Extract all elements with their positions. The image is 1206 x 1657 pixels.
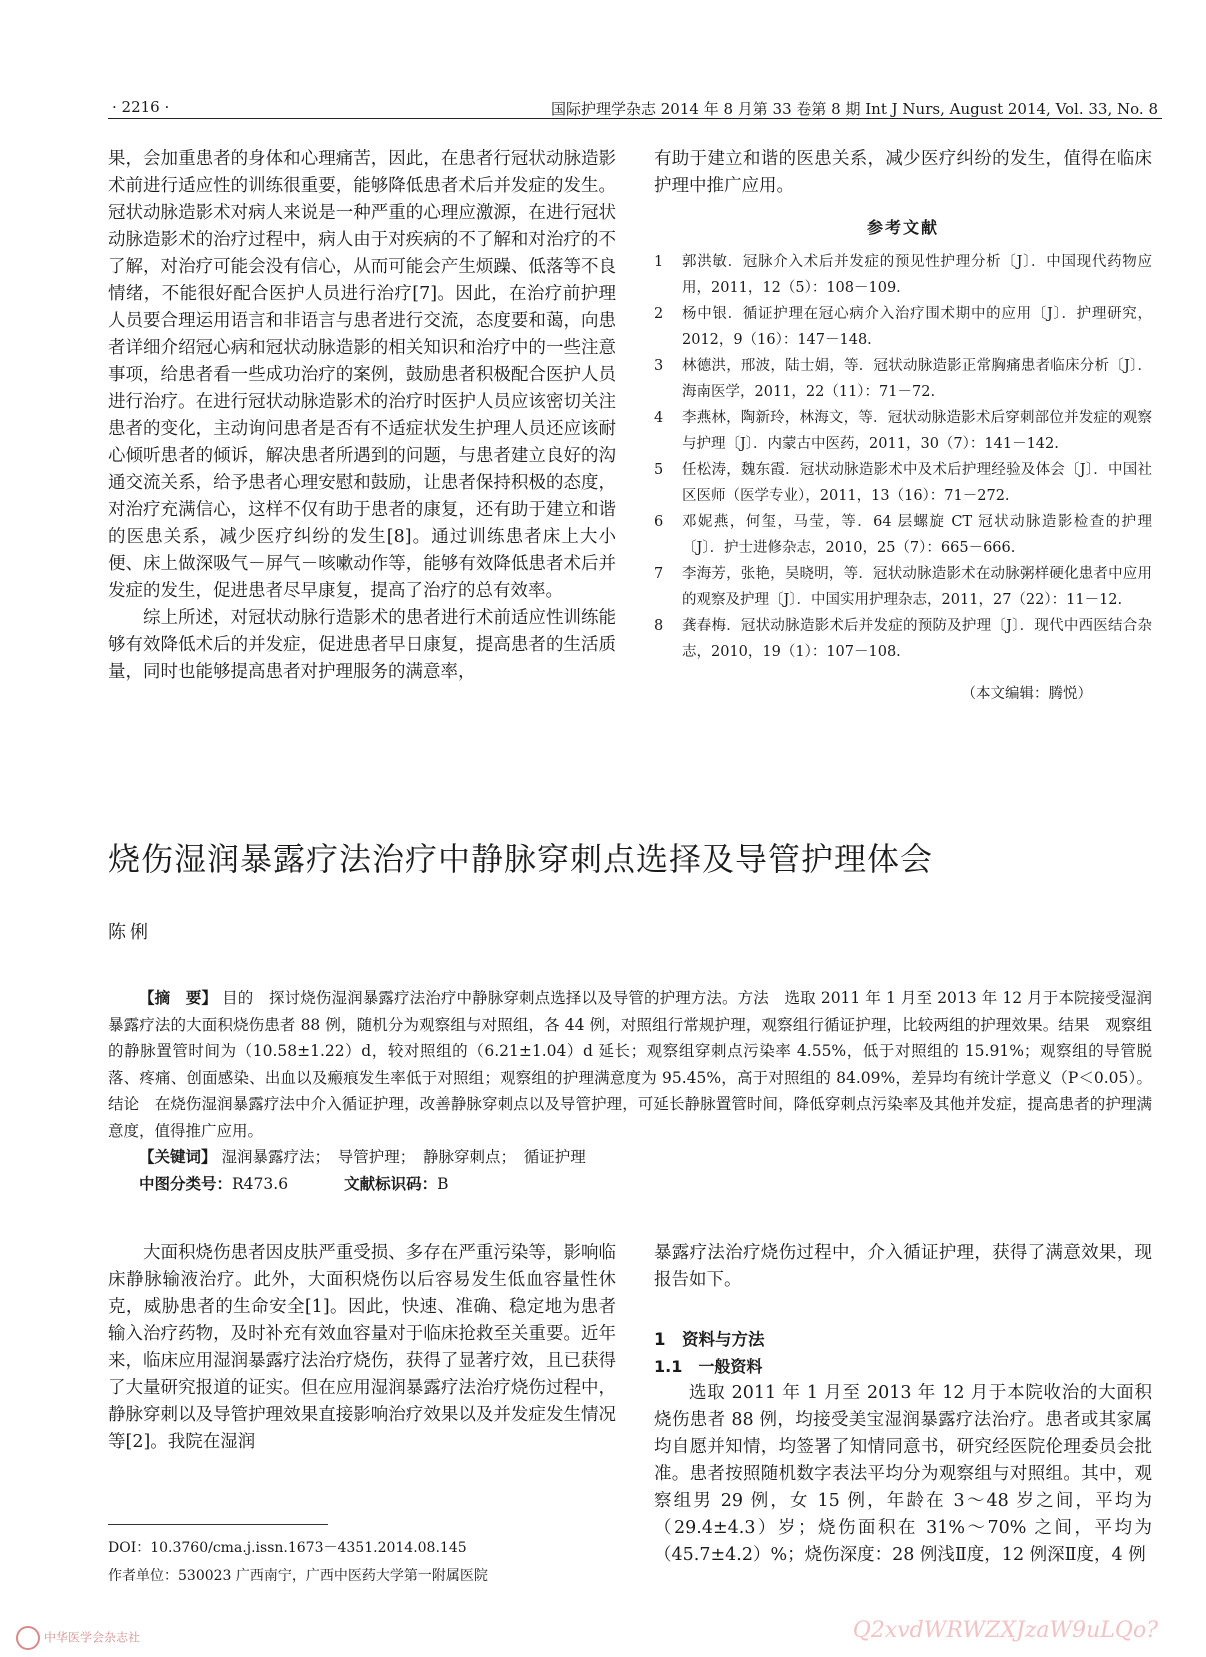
- intro-paragraph: 大面积烧伤患者因皮肤严重受损、多存在严重污染等，影响临床静脉输液治疗。此外，大面积烧伤以后容易发生低血容量性休克，威胁患者的生命安全[1]。因此，快速、准确、稳定地为患者输入治疗药物，及时补充有效血容量对于临床抢救至关重要。近年来，临床应用湿润暴露疗法治疗烧伤，获得了显著疗效，且已获得了大量研究报道的证实。但在应用湿润暴露疗法治疗烧伤过程中，静脉穿刺以及导管护理效果直接影响治疗效果以及并发症发生情况等[2]。我院在湿润: [108, 1243, 616, 1452]
- reference-number: 2: [654, 306, 664, 322]
- watermark: Q2xvdWRWZXJzaW9uLQo?: [852, 1618, 1158, 1643]
- abstract-text: 目的 探讨烧伤湿润暴露疗法治疗中静脉穿刺点选择以及导管的护理方法。方法 选取 2011 年 1 月至 2013 年 12 月于本院接受湿润暴露疗法的大面积烧伤患者 88 例，随机分为观察组与对照组，各 44 例，对照组行常规护理，观察组行循证护理，比较两组的护理效果。结果 观察组的静脉置管时间为（10.58±1.22）d，较对照组的（6.21±1.04）d 延长；观察组穿刺点污染率 4.55%，低于对照组的 15.91%；观察组的导管脱落、疼痛、创面感染、出血以及瘢痕发生率低于对照组；观察组的护理满意度为 95.45%，高于对照组的 84.09%，差异均有统计学意义（P＜0.05）。结论 在烧伤湿润暴露疗法中介入循证护理，改善静脉穿刺点以及导管护理，可延长静脉置管时间，降低穿刺点污染率及其他并发症，提高患者的护理满意度，值得推广应用。: [108, 989, 1152, 1140]
- keywords-text: 湿润暴露疗法； 导管护理； 静脉穿刺点； 循证护理: [221, 1148, 586, 1166]
- footnote-rule: [108, 1524, 328, 1525]
- prev-paragraph-3: 有助于建立和谐的医患关系，减少医疗纠纷的发生，值得在临床护理中推广应用。: [654, 149, 1152, 196]
- reference-item: [654, 509, 1152, 561]
- abstract: [108, 985, 1152, 1144]
- clc-value: R473.6: [232, 1174, 289, 1193]
- page-number: · 2216 ·: [112, 98, 170, 116]
- editor-credit: （本文编辑：腾悦）: [961, 686, 1092, 702]
- header-rule: [108, 118, 1162, 119]
- section-heading: 1 资料与方法: [654, 1330, 765, 1349]
- reference-item: [654, 353, 1152, 405]
- article-title: 烧伤湿润暴露疗法治疗中静脉穿刺点选择及导管护理体会: [108, 840, 934, 878]
- publisher-logo-text: 中华医学会杂志社: [44, 1630, 141, 1645]
- reference-text: 郭洪敏．冠脉介入术后并发症的预见性护理分析〔J〕．中国现代药物应用，2011，12（5）：108－109.: [682, 254, 1152, 296]
- clc-label: 中图分类号：: [139, 1174, 233, 1193]
- reference-number: 6: [654, 514, 664, 530]
- reference-item: [654, 249, 1152, 301]
- reference-item: [654, 457, 1152, 509]
- journal-running-head: 国际护理学杂志 2014 年 8 月第 33 卷第 8 期 Int J Nurs, August 2014, Vol. 33, No. 8: [551, 100, 1158, 118]
- reference-item: [654, 561, 1152, 613]
- seal-icon: [16, 1626, 40, 1650]
- reference-text: 任松涛，魏东霞．冠状动脉造影术中及术后护理经验及体会〔J〕．中国社区医师（医学专业），2011，13（16）：71－272.: [682, 462, 1152, 504]
- article-author: 陈俐: [108, 922, 152, 943]
- doc-code-value: B: [437, 1174, 449, 1193]
- methods-paragraph: 选取 2011 年 1 月至 2013 年 12 月于本院收治的大面积烧伤患者 88 例，均接受美宝湿润暴露疗法治疗。患者或其家属均自愿并知情，均签署了知情同意书，研究经医院伦理委员会批准。患者按照随机数字表法平均分为观察组与对照组。其中，观察组男 29 例，女 15 例，年龄在 3～48 岁之间，平均为（29.4±4.3）岁；烧伤面积在 31%～70% 之间，平均为（45.7±4.2）%；烧伤深度：28 例浅Ⅱ度，12 例深Ⅱ度，4 例: [654, 1383, 1152, 1565]
- reference-number: 3: [654, 358, 664, 374]
- classification-line: [108, 1171, 1152, 1198]
- reference-number: 8: [654, 618, 664, 634]
- reference-item: [654, 613, 1152, 665]
- reference-text: 杨中银．循证护理在冠心病介入治疗围术期中的应用〔J〕．护理研究，2012，9（16）：147－148.: [682, 306, 1152, 348]
- doc-code-label: 文献标识码：: [344, 1174, 438, 1193]
- prev-paragraph-1: 果，会加重患者的身体和心理痛苦，因此，在患者行冠状动脉造影术前进行适应性的训练很重要，能够降低患者术后并发症的发生。冠状动脉造影术对病人来说是一种严重的心理应激源，在进行冠状动脉造影术的治疗过程中，病人由于对疾病的不了解和对治疗的不了解，对治疗可能会没有信心，从而可能会产生烦躁、低落等不良情绪，不能很好配合医护人员进行治疗[7]。因此，在治疗前护理人员要合理运用语言和非语言与患者进行交流，态度要和蔼，向患者详细介绍冠心病和冠状动脉造影的相关知识和治疗中的一些注意事项，给患者看一些成功治疗的案例，鼓励患者积极配合医护人员进行治疗。在进行冠状动脉造影术的治疗时医护人员应该密切关注患者的变化，主动询问患者是否有不适症状发生护理人员还应该耐心倾听患者的倾诉，解决患者所遇到的问题，与患者建立良好的沟通交流关系，给予患者心理安慰和鼓励，让患者保持积极的态度，对治疗充满信心，这样不仅有助于患者的康复，还有助于建立和谐的医患关系，减少医疗纠纷的发生[8]。通过训练患者床上大小便、床上做深吸气－屏气－咳嗽动作等，能够有效降低患者术后并发症的发生，促进患者尽早康复，提高了治疗的总有效率。: [108, 149, 616, 601]
- reference-text: 李燕林，陶新玲，林海文，等．冠状动脉造影术后穿刺部位并发症的观察与护理〔J〕．内蒙古中医药，2011，30（7）：141－142.: [682, 410, 1152, 452]
- article-right-column: [654, 1240, 1152, 1569]
- prev-article-left-column: [108, 146, 616, 686]
- keywords: [108, 1144, 1152, 1171]
- intro-paragraph-continued: 暴露疗法治疗烧伤过程中，介入循证护理，获得了满意效果，现报告如下。: [654, 1243, 1152, 1290]
- reference-number: 4: [654, 410, 664, 426]
- keywords-label: 【关键词】: [139, 1148, 217, 1166]
- abstract-block: [108, 985, 1152, 1197]
- reference-number: 5: [654, 462, 664, 478]
- reference-item: [654, 301, 1152, 353]
- reference-text: 李海芳，张艳，吴晓明，等．冠状动脉造影术在动脉粥样硬化患者中应用的观察及护理〔J〕．中国实用护理杂志，2011，27（22）：11－12.: [682, 566, 1152, 608]
- prev-paragraph-2: 综上所述，对冠状动脉行造影术的患者进行术前适应性训练能够有效降低术后的并发症，促进患者早日康复，提高患者的生活质量，同时也能够提高患者对护理服务的满意率，: [108, 608, 616, 682]
- reference-text: 龚春梅．冠状动脉造影术后并发症的预防及护理〔J〕．现代中西医结合杂志，2010，19（1）：107－108.: [682, 618, 1152, 660]
- references-title: 参考文献: [866, 218, 939, 237]
- affiliation-footnote: 作者单位：530023 广西南宁，广西中医药大学第一附属医院: [108, 1568, 488, 1584]
- prev-article-right-column: [654, 146, 1152, 708]
- reference-text: 林德洪，邢波，陆士娟，等．冠状动脉造影正常胸痛患者临床分析〔J〕．海南医学，2011，22（11）：71－72.: [682, 358, 1152, 400]
- reference-number: 1: [654, 254, 664, 270]
- article-left-column: [108, 1240, 616, 1456]
- reference-text: 邓妮燕，何玺，马莹，等．64 层螺旋 CT 冠状动脉造影检查的护理〔J〕．护士进修杂志，2010，25（7）：665－666.: [682, 514, 1152, 556]
- reference-list: [654, 249, 1152, 665]
- doi-footnote: DOI：10.3760/cma.j.issn.1673－4351.2014.08.145: [108, 1540, 467, 1556]
- publisher-logo: [16, 1626, 140, 1650]
- reference-number: 7: [654, 566, 664, 582]
- subsection-heading: 1.1 一般资料: [654, 1357, 763, 1376]
- reference-item: [654, 405, 1152, 457]
- abstract-label: 【摘 要】: [139, 989, 218, 1007]
